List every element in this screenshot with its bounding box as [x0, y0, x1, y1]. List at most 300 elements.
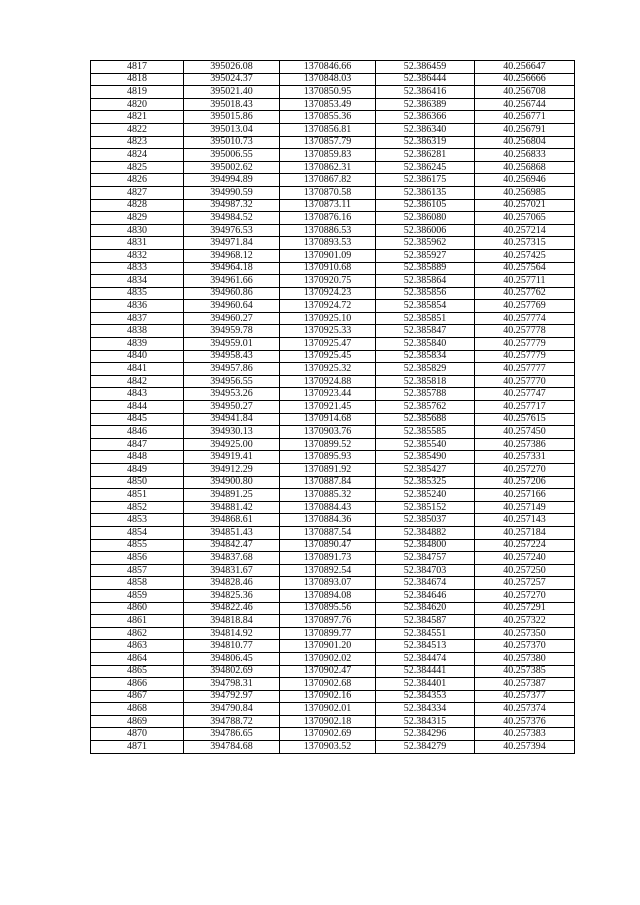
point-number-cell: 4842	[91, 375, 184, 388]
y-coordinate-cell: 1370850.95	[280, 86, 376, 99]
table-row	[91, 149, 575, 162]
y-coordinate-cell: 1370920.75	[280, 275, 376, 288]
point-number-cell: 4846	[91, 426, 184, 439]
latitude-cell: 52.385847	[376, 325, 475, 338]
latitude-cell: 52.385834	[376, 350, 475, 363]
y-coordinate-cell: 1370890.47	[280, 539, 376, 552]
y-coordinate-cell: 1370924.88	[280, 375, 376, 388]
coordinates-table	[90, 60, 575, 754]
table-row	[91, 325, 575, 338]
y-coordinate-cell: 1370857.79	[280, 136, 376, 149]
latitude-cell: 52.385818	[376, 375, 475, 388]
x-coordinate-cell: 395015.86	[184, 111, 280, 124]
point-number-cell: 4856	[91, 552, 184, 565]
y-coordinate-cell: 1370884.43	[280, 501, 376, 514]
longitude-cell: 40.256708	[475, 86, 575, 99]
latitude-cell: 52.386459	[376, 61, 475, 74]
point-number-cell: 4860	[91, 602, 184, 615]
y-coordinate-cell: 1370902.02	[280, 652, 376, 665]
latitude-cell: 52.386006	[376, 224, 475, 237]
longitude-cell: 40.257374	[475, 703, 575, 716]
y-coordinate-cell: 1370902.68	[280, 678, 376, 691]
latitude-cell: 52.384513	[376, 640, 475, 653]
y-coordinate-cell: 1370901.09	[280, 249, 376, 262]
table-row	[91, 312, 575, 325]
point-number-cell: 4837	[91, 312, 184, 325]
longitude-cell: 40.257322	[475, 615, 575, 628]
latitude-cell: 52.385854	[376, 300, 475, 313]
point-number-cell: 4823	[91, 136, 184, 149]
table-row	[91, 602, 575, 615]
longitude-cell: 40.256666	[475, 73, 575, 86]
y-coordinate-cell: 1370887.84	[280, 476, 376, 489]
table-row	[91, 275, 575, 288]
point-number-cell: 4843	[91, 388, 184, 401]
longitude-cell: 40.257224	[475, 539, 575, 552]
point-number-cell: 4827	[91, 186, 184, 199]
x-coordinate-cell: 395024.37	[184, 73, 280, 86]
table-row	[91, 589, 575, 602]
table-row	[91, 350, 575, 363]
y-coordinate-cell: 1370886.53	[280, 224, 376, 237]
table-row	[91, 86, 575, 99]
latitude-cell: 52.384474	[376, 652, 475, 665]
latitude-cell: 52.384296	[376, 728, 475, 741]
longitude-cell: 40.257774	[475, 312, 575, 325]
latitude-cell: 52.385962	[376, 237, 475, 250]
y-coordinate-cell: 1370897.76	[280, 615, 376, 628]
x-coordinate-cell: 394786.65	[184, 728, 280, 741]
x-coordinate-cell: 394964.18	[184, 262, 280, 275]
latitude-cell: 52.385927	[376, 249, 475, 262]
y-coordinate-cell: 1370870.58	[280, 186, 376, 199]
latitude-cell: 52.384620	[376, 602, 475, 615]
table-row	[91, 715, 575, 728]
point-number-cell: 4826	[91, 174, 184, 187]
x-coordinate-cell: 394960.86	[184, 287, 280, 300]
x-coordinate-cell: 394790.84	[184, 703, 280, 716]
latitude-cell: 52.386340	[376, 123, 475, 136]
latitude-cell: 52.384401	[376, 678, 475, 691]
table-row	[91, 287, 575, 300]
point-number-cell: 4819	[91, 86, 184, 99]
longitude-cell: 40.257717	[475, 401, 575, 414]
latitude-cell: 52.384353	[376, 690, 475, 703]
x-coordinate-cell: 394941.84	[184, 413, 280, 426]
x-coordinate-cell: 394825.36	[184, 589, 280, 602]
x-coordinate-cell: 394814.92	[184, 627, 280, 640]
y-coordinate-cell: 1370846.66	[280, 61, 376, 74]
latitude-cell: 52.384882	[376, 526, 475, 539]
table-row	[91, 615, 575, 628]
table-row	[91, 388, 575, 401]
longitude-cell: 40.257377	[475, 690, 575, 703]
longitude-cell: 40.256647	[475, 61, 575, 74]
table-row	[91, 237, 575, 250]
x-coordinate-cell: 394930.13	[184, 426, 280, 439]
table-row	[91, 262, 575, 275]
point-number-cell: 4820	[91, 98, 184, 111]
y-coordinate-cell: 1370903.52	[280, 741, 376, 754]
y-coordinate-cell: 1370893.07	[280, 577, 376, 590]
x-coordinate-cell: 394960.27	[184, 312, 280, 325]
x-coordinate-cell: 394971.84	[184, 237, 280, 250]
point-number-cell: 4850	[91, 476, 184, 489]
longitude-cell: 40.257386	[475, 438, 575, 451]
longitude-cell: 40.257240	[475, 552, 575, 565]
longitude-cell: 40.256804	[475, 136, 575, 149]
point-number-cell: 4832	[91, 249, 184, 262]
table-row	[91, 375, 575, 388]
table-row	[91, 552, 575, 565]
latitude-cell: 52.385856	[376, 287, 475, 300]
table-row	[91, 401, 575, 414]
point-number-cell: 4851	[91, 489, 184, 502]
longitude-cell: 40.257747	[475, 388, 575, 401]
y-coordinate-cell: 1370902.69	[280, 728, 376, 741]
y-coordinate-cell: 1370903.76	[280, 426, 376, 439]
y-coordinate-cell: 1370925.47	[280, 338, 376, 351]
longitude-cell: 40.256868	[475, 161, 575, 174]
table-row	[91, 690, 575, 703]
latitude-cell: 52.386175	[376, 174, 475, 187]
latitude-cell: 52.385037	[376, 514, 475, 527]
table-row	[91, 501, 575, 514]
x-coordinate-cell: 394990.59	[184, 186, 280, 199]
y-coordinate-cell: 1370884.36	[280, 514, 376, 527]
point-number-cell: 4831	[91, 237, 184, 250]
latitude-cell: 52.386416	[376, 86, 475, 99]
y-coordinate-cell: 1370891.92	[280, 464, 376, 477]
longitude-cell: 40.257380	[475, 652, 575, 665]
x-coordinate-cell: 394851.43	[184, 526, 280, 539]
x-coordinate-cell: 395010.73	[184, 136, 280, 149]
longitude-cell: 40.257166	[475, 489, 575, 502]
longitude-cell: 40.257270	[475, 589, 575, 602]
longitude-cell: 40.257383	[475, 728, 575, 741]
point-number-cell: 4865	[91, 665, 184, 678]
table-row	[91, 678, 575, 691]
longitude-cell: 40.256833	[475, 149, 575, 162]
point-number-cell: 4863	[91, 640, 184, 653]
latitude-cell: 52.384334	[376, 703, 475, 716]
latitude-cell: 52.385540	[376, 438, 475, 451]
y-coordinate-cell: 1370893.53	[280, 237, 376, 250]
x-coordinate-cell: 394984.52	[184, 212, 280, 225]
longitude-cell: 40.257065	[475, 212, 575, 225]
y-coordinate-cell: 1370895.56	[280, 602, 376, 615]
y-coordinate-cell: 1370899.77	[280, 627, 376, 640]
point-number-cell: 4869	[91, 715, 184, 728]
table-row	[91, 526, 575, 539]
x-coordinate-cell: 394810.77	[184, 640, 280, 653]
latitude-cell: 52.385829	[376, 363, 475, 376]
table-row	[91, 539, 575, 552]
point-number-cell: 4822	[91, 123, 184, 136]
longitude-cell: 40.256744	[475, 98, 575, 111]
x-coordinate-cell: 394957.86	[184, 363, 280, 376]
point-number-cell: 4866	[91, 678, 184, 691]
point-number-cell: 4829	[91, 212, 184, 225]
longitude-cell: 40.257615	[475, 413, 575, 426]
table-row	[91, 199, 575, 212]
longitude-cell: 40.257425	[475, 249, 575, 262]
y-coordinate-cell: 1370887.54	[280, 526, 376, 539]
table-row	[91, 212, 575, 225]
x-coordinate-cell: 395021.40	[184, 86, 280, 99]
point-number-cell: 4858	[91, 577, 184, 590]
latitude-cell: 52.384551	[376, 627, 475, 640]
table-row	[91, 577, 575, 590]
y-coordinate-cell: 1370892.54	[280, 564, 376, 577]
y-coordinate-cell: 1370925.10	[280, 312, 376, 325]
y-coordinate-cell: 1370899.52	[280, 438, 376, 451]
x-coordinate-cell: 395006.55	[184, 149, 280, 162]
latitude-cell: 52.385427	[376, 464, 475, 477]
x-coordinate-cell: 395013.04	[184, 123, 280, 136]
latitude-cell: 52.385840	[376, 338, 475, 351]
longitude-cell: 40.257450	[475, 426, 575, 439]
x-coordinate-cell: 394919.41	[184, 451, 280, 464]
y-coordinate-cell: 1370925.45	[280, 350, 376, 363]
table-row	[91, 741, 575, 754]
point-number-cell: 4868	[91, 703, 184, 716]
longitude-cell: 40.256985	[475, 186, 575, 199]
latitude-cell: 52.386366	[376, 111, 475, 124]
y-coordinate-cell: 1370921.45	[280, 401, 376, 414]
y-coordinate-cell: 1370867.82	[280, 174, 376, 187]
point-number-cell: 4833	[91, 262, 184, 275]
table-row	[91, 111, 575, 124]
x-coordinate-cell: 394837.68	[184, 552, 280, 565]
longitude-cell: 40.257762	[475, 287, 575, 300]
table-row	[91, 123, 575, 136]
longitude-cell: 40.257394	[475, 741, 575, 754]
point-number-cell: 4825	[91, 161, 184, 174]
x-coordinate-cell: 394881.42	[184, 501, 280, 514]
point-number-cell: 4828	[91, 199, 184, 212]
y-coordinate-cell: 1370910.68	[280, 262, 376, 275]
latitude-cell: 52.386105	[376, 199, 475, 212]
point-number-cell: 4838	[91, 325, 184, 338]
point-number-cell: 4864	[91, 652, 184, 665]
point-number-cell: 4859	[91, 589, 184, 602]
longitude-cell: 40.257777	[475, 363, 575, 376]
latitude-cell: 52.385585	[376, 426, 475, 439]
x-coordinate-cell: 394818.84	[184, 615, 280, 628]
x-coordinate-cell: 394912.29	[184, 464, 280, 477]
y-coordinate-cell: 1370902.01	[280, 703, 376, 716]
y-coordinate-cell: 1370902.18	[280, 715, 376, 728]
latitude-cell: 52.386245	[376, 161, 475, 174]
latitude-cell: 52.384757	[376, 552, 475, 565]
point-number-cell: 4839	[91, 338, 184, 351]
y-coordinate-cell: 1370853.49	[280, 98, 376, 111]
table-row	[91, 665, 575, 678]
longitude-cell: 40.257331	[475, 451, 575, 464]
y-coordinate-cell: 1370876.16	[280, 212, 376, 225]
y-coordinate-cell: 1370902.16	[280, 690, 376, 703]
x-coordinate-cell: 394958.43	[184, 350, 280, 363]
latitude-cell: 52.385240	[376, 489, 475, 502]
table-row	[91, 300, 575, 313]
latitude-cell: 52.386080	[376, 212, 475, 225]
longitude-cell: 40.257387	[475, 678, 575, 691]
longitude-cell: 40.257711	[475, 275, 575, 288]
longitude-cell: 40.256946	[475, 174, 575, 187]
longitude-cell: 40.257385	[475, 665, 575, 678]
y-coordinate-cell: 1370862.31	[280, 161, 376, 174]
x-coordinate-cell: 394959.78	[184, 325, 280, 338]
latitude-cell: 52.385325	[376, 476, 475, 489]
point-number-cell: 4841	[91, 363, 184, 376]
table-row	[91, 98, 575, 111]
point-number-cell: 4830	[91, 224, 184, 237]
longitude-cell: 40.257376	[475, 715, 575, 728]
longitude-cell: 40.256771	[475, 111, 575, 124]
x-coordinate-cell: 395002.62	[184, 161, 280, 174]
x-coordinate-cell: 394828.46	[184, 577, 280, 590]
latitude-cell: 52.385762	[376, 401, 475, 414]
coordinates-table-body	[91, 61, 575, 754]
x-coordinate-cell: 395026.08	[184, 61, 280, 74]
x-coordinate-cell: 394868.61	[184, 514, 280, 527]
x-coordinate-cell: 394792.97	[184, 690, 280, 703]
x-coordinate-cell: 394950.27	[184, 401, 280, 414]
point-number-cell: 4817	[91, 61, 184, 74]
latitude-cell: 52.384674	[376, 577, 475, 590]
point-number-cell: 4870	[91, 728, 184, 741]
latitude-cell: 52.384587	[376, 615, 475, 628]
longitude-cell: 40.257250	[475, 564, 575, 577]
table-row	[91, 61, 575, 74]
longitude-cell: 40.257021	[475, 199, 575, 212]
latitude-cell: 52.385851	[376, 312, 475, 325]
x-coordinate-cell: 395018.43	[184, 98, 280, 111]
table-row	[91, 73, 575, 86]
table-row	[91, 564, 575, 577]
point-number-cell: 4867	[91, 690, 184, 703]
x-coordinate-cell: 394831.67	[184, 564, 280, 577]
latitude-cell: 52.385152	[376, 501, 475, 514]
latitude-cell: 52.386135	[376, 186, 475, 199]
x-coordinate-cell: 394788.72	[184, 715, 280, 728]
latitude-cell: 52.386389	[376, 98, 475, 111]
y-coordinate-cell: 1370895.93	[280, 451, 376, 464]
point-number-cell: 4845	[91, 413, 184, 426]
latitude-cell: 52.385864	[376, 275, 475, 288]
longitude-cell: 40.257370	[475, 640, 575, 653]
longitude-cell: 40.257778	[475, 325, 575, 338]
x-coordinate-cell: 394960.64	[184, 300, 280, 313]
point-number-cell: 4853	[91, 514, 184, 527]
latitude-cell: 52.385490	[376, 451, 475, 464]
x-coordinate-cell: 394842.47	[184, 539, 280, 552]
point-number-cell: 4854	[91, 526, 184, 539]
table-row	[91, 338, 575, 351]
table-row	[91, 652, 575, 665]
table-row	[91, 161, 575, 174]
x-coordinate-cell: 394987.32	[184, 199, 280, 212]
longitude-cell: 40.257770	[475, 375, 575, 388]
table-row	[91, 514, 575, 527]
y-coordinate-cell: 1370859.83	[280, 149, 376, 162]
x-coordinate-cell: 394968.12	[184, 249, 280, 262]
latitude-cell: 52.386319	[376, 136, 475, 149]
x-coordinate-cell: 394961.66	[184, 275, 280, 288]
y-coordinate-cell: 1370923.44	[280, 388, 376, 401]
latitude-cell: 52.384279	[376, 741, 475, 754]
y-coordinate-cell: 1370914.68	[280, 413, 376, 426]
point-number-cell: 4834	[91, 275, 184, 288]
point-number-cell: 4821	[91, 111, 184, 124]
y-coordinate-cell: 1370856.81	[280, 123, 376, 136]
x-coordinate-cell: 394953.26	[184, 388, 280, 401]
table-row	[91, 174, 575, 187]
table-row	[91, 703, 575, 716]
y-coordinate-cell: 1370925.33	[280, 325, 376, 338]
x-coordinate-cell: 394891.25	[184, 489, 280, 502]
point-number-cell: 4849	[91, 464, 184, 477]
latitude-cell: 52.386281	[376, 149, 475, 162]
point-number-cell: 4847	[91, 438, 184, 451]
table-row	[91, 249, 575, 262]
y-coordinate-cell: 1370924.72	[280, 300, 376, 313]
y-coordinate-cell: 1370901.20	[280, 640, 376, 653]
x-coordinate-cell: 394994.89	[184, 174, 280, 187]
longitude-cell: 40.257769	[475, 300, 575, 313]
table-row	[91, 426, 575, 439]
longitude-cell: 40.257315	[475, 237, 575, 250]
latitude-cell: 52.385788	[376, 388, 475, 401]
longitude-cell: 40.257143	[475, 514, 575, 527]
x-coordinate-cell: 394798.31	[184, 678, 280, 691]
latitude-cell: 52.384441	[376, 665, 475, 678]
x-coordinate-cell: 394956.55	[184, 375, 280, 388]
longitude-cell: 40.257257	[475, 577, 575, 590]
x-coordinate-cell: 394806.45	[184, 652, 280, 665]
longitude-cell: 40.257291	[475, 602, 575, 615]
table-row	[91, 438, 575, 451]
table-row	[91, 476, 575, 489]
longitude-cell: 40.257214	[475, 224, 575, 237]
table-row	[91, 186, 575, 199]
point-number-cell: 4844	[91, 401, 184, 414]
point-number-cell: 4824	[91, 149, 184, 162]
point-number-cell: 4861	[91, 615, 184, 628]
y-coordinate-cell: 1370885.32	[280, 489, 376, 502]
point-number-cell: 4862	[91, 627, 184, 640]
latitude-cell: 52.384315	[376, 715, 475, 728]
y-coordinate-cell: 1370924.23	[280, 287, 376, 300]
longitude-cell: 40.256791	[475, 123, 575, 136]
latitude-cell: 52.384800	[376, 539, 475, 552]
y-coordinate-cell: 1370855.36	[280, 111, 376, 124]
latitude-cell: 52.386444	[376, 73, 475, 86]
longitude-cell: 40.257779	[475, 350, 575, 363]
point-number-cell: 4852	[91, 501, 184, 514]
longitude-cell: 40.257564	[475, 262, 575, 275]
x-coordinate-cell: 394802.69	[184, 665, 280, 678]
point-number-cell: 4836	[91, 300, 184, 313]
x-coordinate-cell: 394959.01	[184, 338, 280, 351]
table-row	[91, 640, 575, 653]
point-number-cell: 4871	[91, 741, 184, 754]
longitude-cell: 40.257184	[475, 526, 575, 539]
x-coordinate-cell: 394900.80	[184, 476, 280, 489]
point-number-cell: 4857	[91, 564, 184, 577]
point-number-cell: 4855	[91, 539, 184, 552]
